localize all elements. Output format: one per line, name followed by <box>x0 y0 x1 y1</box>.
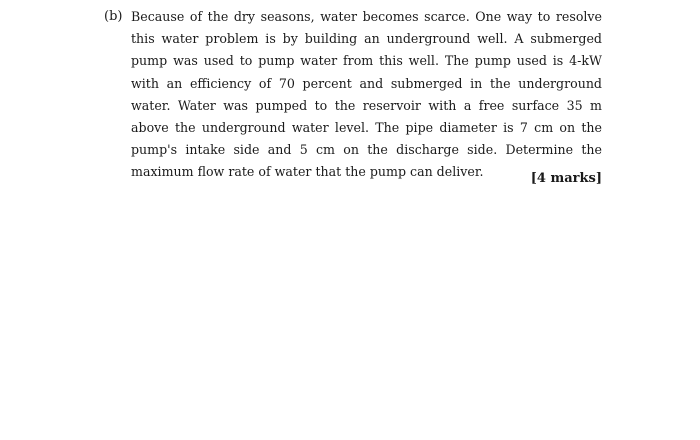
question-text: Because of the dry seasons, water becomes scarce. One way to resolve this water problem is by building an underground well. A submerged pump was used to pump water from this well. The pump used is 4-kW with an efficiency of 70 percent and submerged in the underground water. Water was pumped to the reservoir with a free surface 35 m above the underground water level. The pipe diameter is 7 cm on the pump's intake side and 5 cm on the discharge side. Determine the maximum flow rate of water that the pump can deliver. <box>131 9 602 180</box>
part-label: (b) <box>104 9 123 24</box>
marks-label: [4 marks] <box>530 171 602 186</box>
question-block <box>104 6 602 184</box>
